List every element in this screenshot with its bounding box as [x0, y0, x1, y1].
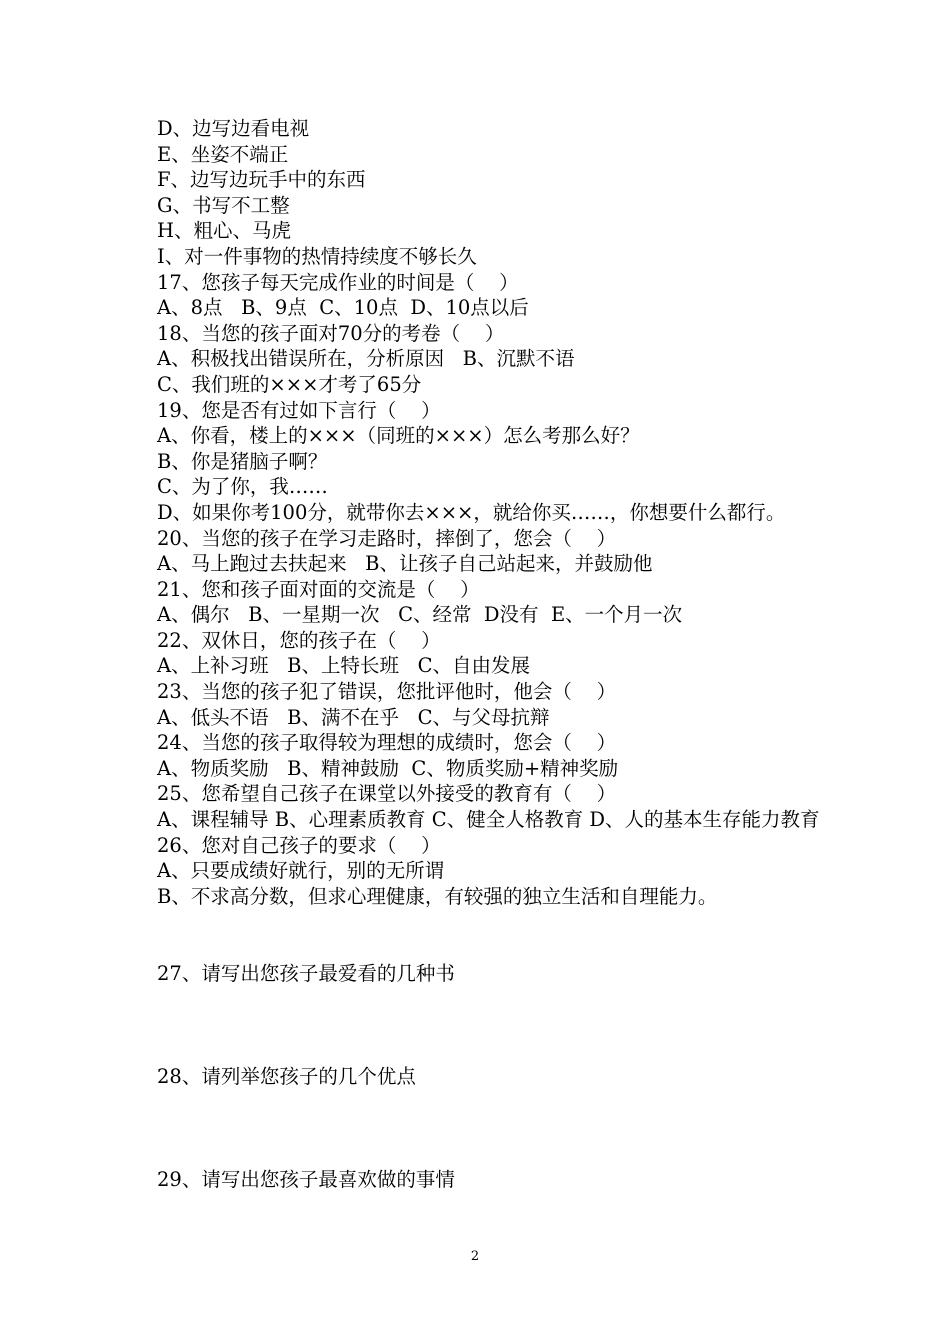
question-21: 21、您和孩子面对面的交流是（ ）	[157, 577, 480, 601]
question-17: 17、您孩子每天完成作业的时间是（ ）	[157, 270, 519, 294]
question-19-option-d: D、如果你考100分，就带你去×××，就给你买……，你想要什么都行。	[157, 500, 786, 524]
question-19-option-a: A、你看，楼上的×××（同班的×××）怎么考那么好？	[157, 424, 640, 448]
question-26-option-a: A、只要成绩好就行，别的无所谓	[157, 859, 445, 883]
question-17-options: A、8点 B、9点 C、10点 D、10点以后	[157, 296, 529, 320]
question-22: 22、双休日，您的孩子在（ ）	[157, 628, 441, 652]
question-24: 24、当您的孩子取得较为理想的成绩时，您会（ ）	[157, 731, 617, 755]
question-26: 26、您对自己孩子的要求（ ）	[157, 833, 441, 857]
option-line: G、书写不工整	[157, 193, 290, 217]
question-21-options: A、偶尔 B、一星期一次 C、经常 D没有 E、一个月一次	[157, 603, 683, 627]
question-19: 19、您是否有过如下言行（ ）	[157, 398, 441, 422]
question-23: 23、当您的孩子犯了错误，您批评他时，他会（ ）	[157, 680, 617, 704]
answer-space	[110, 987, 845, 1064]
option-line: D、边写边看电视	[157, 117, 310, 140]
page-number: 2	[470, 1249, 480, 1264]
questionnaire-body	[110, 116, 845, 1192]
option-line: I、对一件事物的热情持续度不够长久	[157, 244, 477, 268]
question-25: 25、您希望自己孩子在课堂以外接受的教育有（ ）	[157, 782, 617, 806]
spacer	[110, 909, 845, 961]
question-23-options: A、低头不语 B、满不在乎 C、与父母抗辩	[157, 705, 550, 729]
option-line: E、坐姿不端正	[157, 142, 289, 166]
question-18: 18、当您的孩子面对70分的考卷（ ）	[157, 321, 505, 345]
question-26-option-b: B、不求高分数，但求心理健康，有较强的独立生活和自理能力。	[157, 884, 718, 908]
question-24-options: A、物质奖励 B、精神鼓励 C、物质奖励+精神奖励	[157, 756, 619, 780]
question-25-options: A、课程辅导 B、心理素质教育 C、健全人格教育 D、人的基本生存能力教育	[157, 808, 820, 832]
option-line: F、边写边玩手中的东西	[157, 168, 366, 192]
question-18-options-ab: A、积极找出错误所在，分析原因 B、沉默不语	[157, 347, 575, 371]
question-18-option-c: C、我们班的×××才考了65分	[157, 372, 422, 396]
question-19-option-b: B、你是猪脑子啊？	[157, 449, 328, 473]
question-28: 28、请列举您孩子的几个优点	[157, 1065, 416, 1088]
question-27: 27、请写出您孩子最爱看的几种书	[157, 962, 455, 986]
question-29: 29、请写出您孩子最喜欢做的事情	[157, 1167, 455, 1191]
question-22-options: A、上补习班 B、上特长班 C、自由发展	[157, 654, 531, 678]
question-20-options: A、马上跑过去扶起来 B、让孩子自己站起来，并鼓励他	[157, 552, 653, 576]
option-line: H、粗心、马虎	[157, 219, 292, 243]
question-19-option-c: C、为了你，我……	[157, 475, 328, 499]
answer-space	[110, 1090, 845, 1167]
question-20: 20、当您的孩子在学习走路时，摔倒了，您会（ ）	[157, 526, 617, 550]
